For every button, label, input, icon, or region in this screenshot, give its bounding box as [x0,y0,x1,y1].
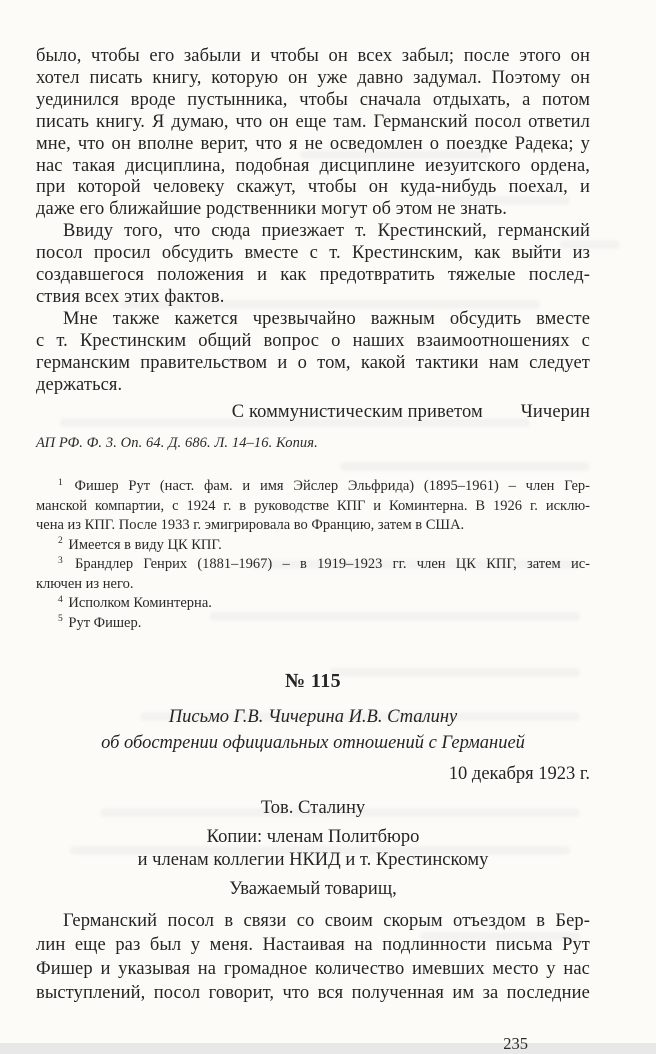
text-line: выступлений, посол говорит, что вся полученная им за последние [36,982,590,1003]
text-line: создавшегося положения и как предотвратить тяжелые послед- [36,265,590,286]
footnotes-block [36,477,590,633]
copies-list [36,826,590,872]
signature-closing: С коммунистическим приветом [231,401,483,422]
addressee: Тов. Сталину [260,798,366,819]
text-line: германским правительством и о том, какой тактики нам следует [36,352,590,373]
text-line: с т. Крестинским общий вопрос о наших взаимоотношениях с [36,330,590,351]
signature-line [36,402,590,424]
text-line: держаться. [36,374,123,395]
text-line: даже его ближайшие родственники могут об этом не знать. [36,199,508,220]
footnote: $^5$ Рут Фишер. [58,614,142,631]
signature-name: Чичерин [520,401,590,422]
text-line: уединился вроде пустынника, чтобы сначала отдыхать, а потом [36,89,590,110]
text-line: мне, что он вполне верит, что я не осведомлен о поездке Радека; у [36,133,590,154]
document-115 [36,669,590,1005]
copies-line1: Копии: членам Политбюро [206,827,420,848]
footnote: $^3$ Брандлер Генрих (1881–1967) – в 1919–1923 гг. член ЦК КПГ, затем ис- [58,555,590,573]
footnote-number: 5 [58,614,63,625]
footnote-number: 4 [58,594,63,605]
letter-body-continuation [36,46,590,452]
archive-reference: АП РФ. Ф. 3. Оп. 64. Д. 686. Л. 14–16. Копия. [36,435,318,452]
footnote: $^2$ Имеется в виду ЦК КПГ. [58,536,222,553]
address-block [36,797,590,872]
text-line: при которой человеку скажут, чтобы он куда-нибудь поехал, и [36,177,590,198]
document-title-line2: об обострении официальных отношений с Германией [101,733,525,754]
text-line: хотел писать книгу, которую он уже давно задумал. Поэтому он [36,67,590,88]
text-line: Мне также кажется чрезвычайно важным обсудить вместе [63,308,590,329]
text-line: нас такая дисциплина, подобная дисциплине иезуитского ордена, [36,155,590,176]
text-line: Фишер и указывая на громадное количество имевших место у нас [36,958,590,979]
footnote: $^1$ Фишер Рут (наст. фам. и имя Эйслер Эльфрида) (1895–1961) – член Гер- [58,477,590,495]
document-date: 10 декабря 1923 г. [448,764,590,785]
footnote-continuation: манской компартии, с 1924 г. в руководстве КПГ и Коминтерна. В 1926 г. исклю- [36,497,590,514]
letter-paragraphs [36,46,590,397]
document-title [36,704,590,756]
text-line: было, чтобы его забыли и чтобы он всех забыл; после этого он [36,46,590,66]
footnote-number: 3 [58,555,63,566]
document-body-paragraph [36,910,590,1005]
text-line: Германский посол в связи со своим скорым отъездом в Бер- [63,911,590,932]
footnote-continuation: ключен из него. [36,575,134,592]
text-line: ствия всех этих фактов. [36,286,225,307]
text-line: лин еще раз был у меня. Настаивая на подлинности письма Рут [36,935,590,956]
footnote-number: 2 [58,536,63,547]
footnote: $^4$ Исполком Коминтерна. [58,594,212,612]
text-line: писать книгу. Я думаю, что он еще там. Германский посол ответил [36,111,590,132]
text-line: Ввиду того, что сюда приезжает т. Крестинский, германский [63,221,590,242]
copies-line2: и членам коллегии НКИД и т. Крестинскому [137,850,489,871]
footnote-continuation: чена из КПГ. После 1933 г. эмигрировала во Францию, затем в США. [36,517,465,534]
text-line: посол просил обсудить вместе с т. Крестинским, как выйти из [36,243,590,264]
footnote-number: 1 [58,477,63,488]
page-number: 235 [503,1034,528,1053]
document-title-line1: Письмо Г.В. Чичерина И.В. Сталину [168,707,458,728]
document-number: № 115 [285,670,341,693]
salutation: Уважаемый товарищ, [229,879,397,900]
